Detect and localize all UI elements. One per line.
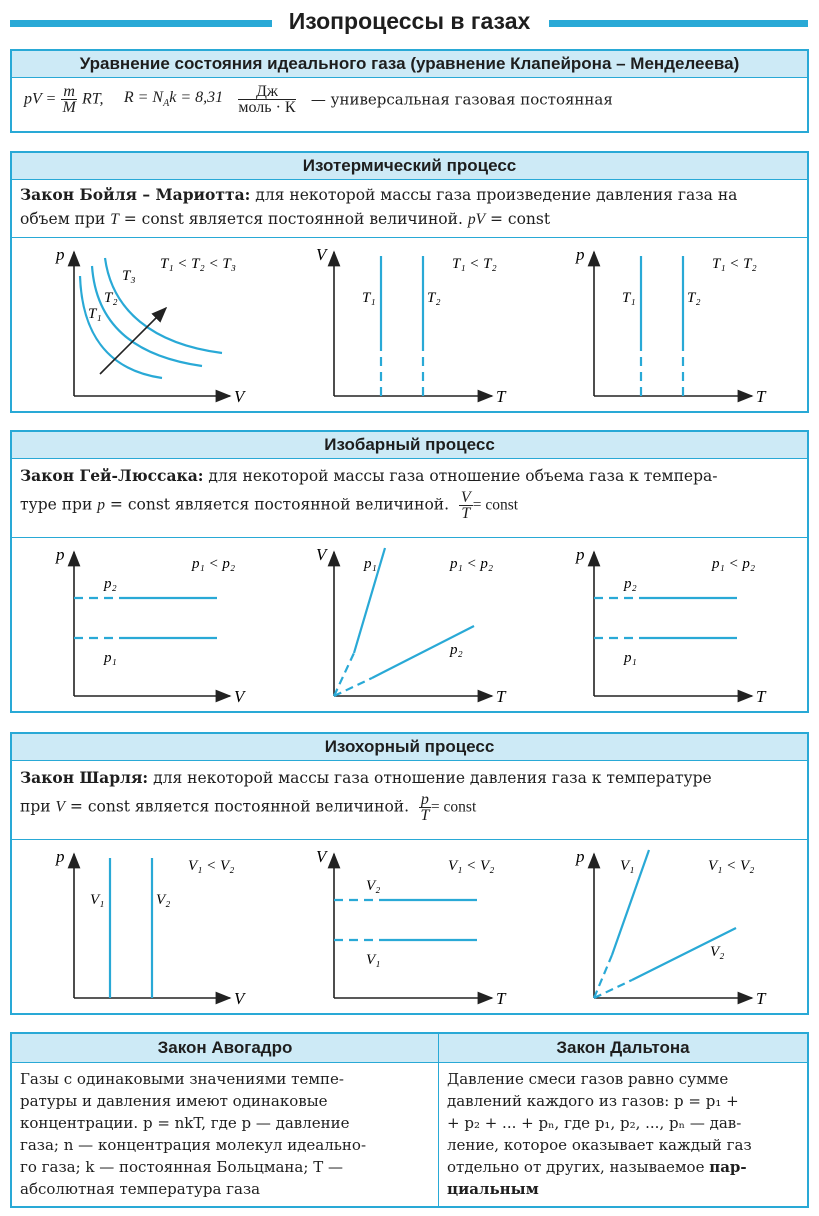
axis-x-label: T [756,687,766,706]
isothermal-title: Изотермический процесс [12,153,807,180]
state-equation-box [10,49,809,133]
formula-rhs: RT, [82,90,104,108]
formula-fraction: $\frac{m}{M}$ [62,83,76,116]
isochoric-graphs [12,840,807,1015]
axis-x-label: V [234,387,245,406]
isochoric-box [10,732,809,1015]
condition-label: T₁ < T₂ < T₃ [160,256,236,272]
isochoric-fraction: $\frac{p}{T}$ [420,791,430,824]
axis-x-label: T [756,989,766,1008]
curve-label-2: T₂ [104,290,118,306]
r-expression: $R = N_Ak = 8,31$ [123,89,224,110]
line-label-1: T₁ [622,290,636,306]
axis-y-label: p [576,847,585,866]
axis-y-label: p [56,847,65,866]
axis-y-label: p [56,245,65,264]
line-label-1: V₂ [366,878,381,894]
axis-x-label: V [234,687,245,706]
line-label-1: p₂ [624,576,637,592]
isobaric-title: Изобарный процесс [12,432,807,459]
axis-x-label: T [756,387,766,406]
line-label-2: V₁ [366,952,381,968]
line-label-2: p₁ [624,650,637,666]
line-label-2: p₂ [450,642,463,658]
isochoric-graph-vt [316,847,507,1008]
condition-label: p₁ < p₂ [450,556,494,572]
line-label-2: V₂ [710,944,725,960]
avogadro-title: Закон Авогадро [12,1034,438,1063]
unit-fraction: $\frac{Дж}{\text{моль · К}}$ [238,83,296,116]
line-label-2: T₂ [427,290,441,306]
line-label-1: T₁ [362,290,376,306]
axis-y-label: V [316,245,327,264]
condition-label: V₁ < V₂ [708,858,755,874]
avogadro-column [12,1034,439,1206]
isochoric-graph-pv [55,847,247,1008]
axis-y-label: V [316,545,327,564]
isotherm-curve-2 [92,266,202,366]
line-label-2: T₂ [687,290,701,306]
axis-x-label: T [496,687,506,706]
isobaric-graphs [12,538,807,713]
condition-label: p₁ < p₂ [192,556,236,572]
condition-label: V₁ < V₂ [188,858,235,874]
line-label-2: p₁ [104,650,117,666]
axis-x-label: T [496,989,506,1008]
condition-label: T₁ < T₂ [452,256,497,272]
line-label-2: V₂ [156,892,171,908]
dalton-title: Закон Дальтона [439,1034,807,1063]
isochoric-title: Изохорный процесс [12,734,807,761]
condition-label: p₁ < p₂ [712,556,756,572]
axis-x-label: T [496,387,506,406]
isochoric-graph-pt [575,847,767,1008]
isothermal-box [10,151,809,413]
isothermal-graph-vt [316,245,507,406]
line-label-1: V₁ [620,858,635,874]
condition-label: T₁ < T₂ [712,256,757,272]
isobaric-graph-pv [55,545,247,706]
isotherm-curve-1 [80,276,162,378]
axis-y-label: V [316,847,327,866]
line-label-1: p₂ [104,576,117,592]
line-label-1: p₁ [364,556,377,572]
axis-y-label: p [576,545,585,564]
condition-label: V₁ < V₂ [448,858,495,874]
isobaric-graph-pt [575,545,767,706]
axis-y-label: p [56,545,65,564]
isobaric-fraction: $\frac{V}{T}$ [460,489,471,522]
bottom-laws-box [10,1032,809,1208]
page-title: Изопроцессы в газах [288,8,531,34]
isothermal-graph-pv [55,245,247,406]
state-equation-title: Уравнение состояния идеального газа (уравнение Клапейрона – Менделеева) [12,51,807,78]
avogadro-text: Газы с одинаковыми значениями темпе- ратуры и давления имеют одинаковые концентрации. p = nkT, где p — давление газа; n — концентрация молекул идеально- го газа; k — постоянная Больцмана; T — абсолютная температура газа [20,1070,367,1198]
isobaric-box [10,430,809,713]
axis-y-label: p [576,245,585,264]
r-description: — универсальная газовая постоянная [310,90,613,109]
isobaric-graph-vt [316,545,507,706]
isobaric-law: Закон Гей-Люссака: для некоторой массы газа отношение объема газа к темпера- туре при p = const является постоянной величиной. $\frac{V}{T}$ = const [20,466,718,522]
formula-lhs: pV = [24,90,57,108]
curve-label-3: T₃ [122,268,136,284]
axis-x-label: V [234,989,245,1008]
curve-label-1: T₁ [88,306,102,322]
isothermal-graphs [12,238,807,413]
line-label-1: V₁ [90,892,105,908]
dalton-text: Давление смеси газов равно сумме давлений каждого из газов: p = p₁ + + p₂ + ... + pₙ, где p₁, p₂, ..., pₙ — дав- ление, которое оказывает каждый газ отдельно от других, называемое пар- циальным [447,1070,752,1198]
state-equation-formula [24,84,613,115]
isochoric-law: Закон Шарля: для некоторой массы газа отношение давления газа к температуре при V = const является постоянной величиной. $\frac{p}{T}$ = const [20,768,712,824]
dalton-column [439,1034,807,1206]
isothermal-law: Закон Бойля – Мариотта: для некоторой массы газа произведение давления газа на объем при T = const является постоянной величиной. pV = const [20,185,738,228]
isothermal-graph-pt [575,245,767,406]
